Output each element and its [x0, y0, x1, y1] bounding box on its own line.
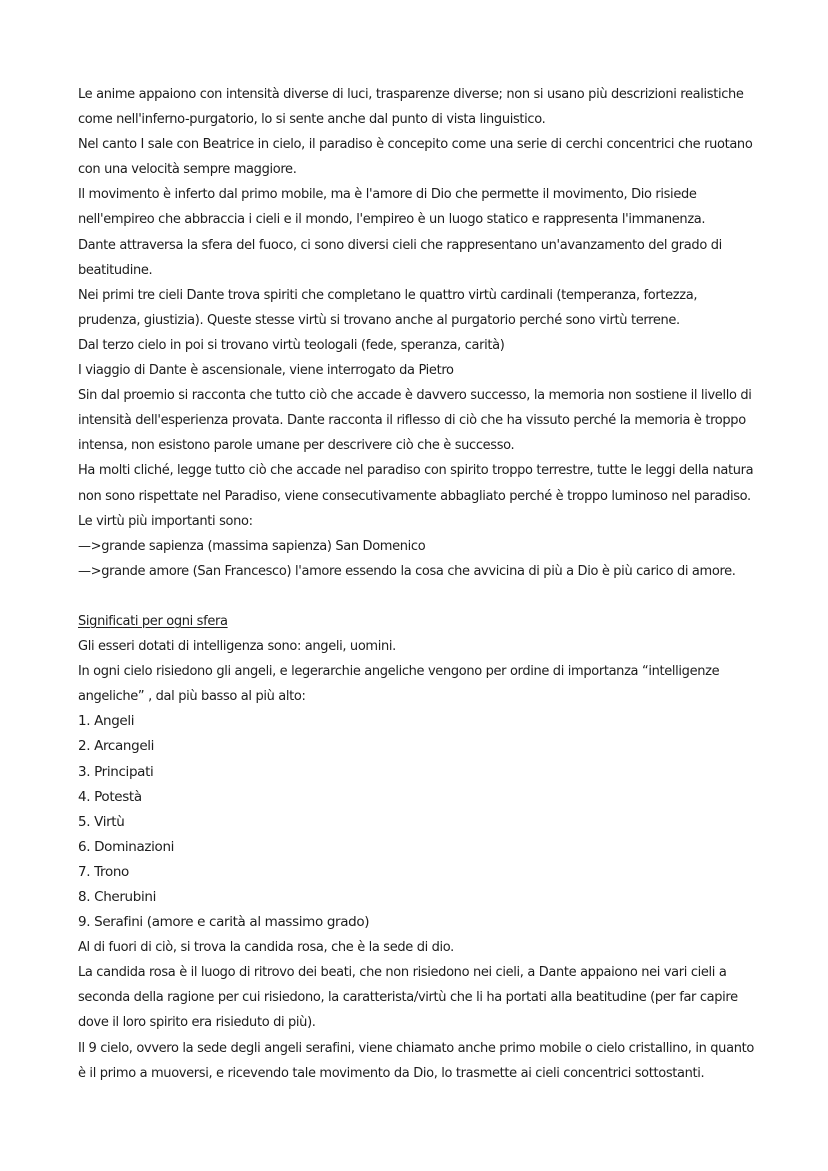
document-body	[78, 82, 758, 1086]
hierarchy-item: 5. Virtù	[78, 813, 125, 830]
hierarchy-item: 7. Trono	[78, 863, 129, 880]
hierarchy-item: 4. Potestà	[78, 788, 142, 805]
hierarchy-item: 8. Cherubini	[78, 889, 156, 905]
paragraph-movimento: Il movimento è inferto dal primo mobile, ma è l'amore di Dio che permette il movimento, Dio risiede nell'empireo che abbraccia i cieli e il mondo, l'empireo è un luogo statico e rappresenta l'immanenza.	[78, 187, 706, 228]
paragraph-luci: Le anime appaiono con intensità diverse di luci, trasparenze diverse; non si usano più descrizioni realistiche come nell'inferno-purgatorio, lo si sente anche dal punto di vista linguistico.	[78, 87, 744, 128]
paragraph-candida-rosa: Al di fuori di ciò, si trova la candida rosa, che è la sede di dio.	[78, 940, 454, 956]
paragraph-virtu-teologali: Dal terzo cielo in poi si trovano virtù teologali (fede, speranza, carità)	[78, 337, 505, 353]
paragraph-viaggio: I viaggio di Dante è ascensionale, viene interrogato da Pietro	[78, 363, 454, 379]
arrow-item-sapienza: —>grande sapienza (massima sapienza) San Domenico	[78, 538, 426, 554]
paragraph-virtu-importanti: Le virtù più importanti sono:	[78, 513, 253, 529]
hierarchy-item: 9. Serafini (amore e carità al massimo grado)	[78, 914, 370, 931]
blank-line	[78, 584, 758, 609]
hierarchy-item: 6. Dominazioni	[78, 838, 175, 855]
paragraph-sfera-fuoco: Dante attraversa la sfera del fuoco, ci sono diversi cieli che rappresentano un'avanzamento del grado di beatitudine.	[78, 237, 722, 278]
paragraph-ritrovo-beati: La candida rosa è il luogo di ritrovo dei beati, che non risiedono nei cieli, a Dante appaiono nei vari cieli a seconda della ragione per cui risiedono, la caratterista/virtù che li ha portati alla beatitudine (per far capire dove il loro spirito era risieduto di più).	[78, 965, 738, 1031]
paragraph-nono-cielo: Il 9 cielo, ovvero la sede degli angeli serafini, viene chiamato anche primo mobile o cielo cristallino, in quanto è il primo a muoversi, e ricevendo tale movimento da Dio, lo trasmette ai cieli concentrici sottostanti.	[78, 1040, 754, 1081]
paragraph-canto-i: Nel canto I sale con Beatrice in cielo, il paradiso è concepito come una serie di cerchi concentrici che ruotano con una velocità sempre maggiore.	[78, 137, 753, 178]
hierarchy-item: 2. Arcangeli	[78, 738, 155, 755]
paragraph-cliche: Ha molti cliché, legge tutto ciò che accade nel paradiso con spirito troppo terrestre, tutte le leggi della natura non sono rispettate nel Paradiso, viene consecutivamente abbagliato perché è troppo luminoso nel paradiso.	[78, 463, 754, 504]
paragraph-gerarchie: In ogni cielo risiedono gli angeli, e legerarchie angeliche vengono per ordine di importanza “intelligenze angeliche” , dal più basso al più alto:	[78, 664, 720, 705]
arrow-item-amore: —>grande amore (San Francesco) l'amore essendo la cosa che avvicina di più a Dio è più carico di amore.	[78, 563, 736, 579]
paragraph-proemio: Sin dal proemio si racconta che tutto ciò che accade è davvero successo, la memoria non sostiene il livello di intensità dell'esperienza provata. Dante racconta il riflesso di ciò che ha vissuto perché la memoria è troppo intensa, non esistono parole umane per descrivere ciò che è successo.	[78, 388, 752, 454]
hierarchy-item: 3. Principati	[78, 763, 154, 780]
section-heading: Significati per ogni sfera	[78, 613, 228, 629]
hierarchy-item: 1. Angeli	[78, 713, 135, 730]
paragraph-virtu-cardinali: Nei primi tre cieli Dante trova spiriti che completano le quattro virtù cardinali (temperanza, fortezza, prudenza, giustizia). Queste stesse virtù si trovano anche al purgatorio perché sono virtù terrene.	[78, 287, 698, 328]
paragraph-esseri: Gli esseri dotati di intelligenza sono: angeli, uomini.	[78, 639, 396, 655]
